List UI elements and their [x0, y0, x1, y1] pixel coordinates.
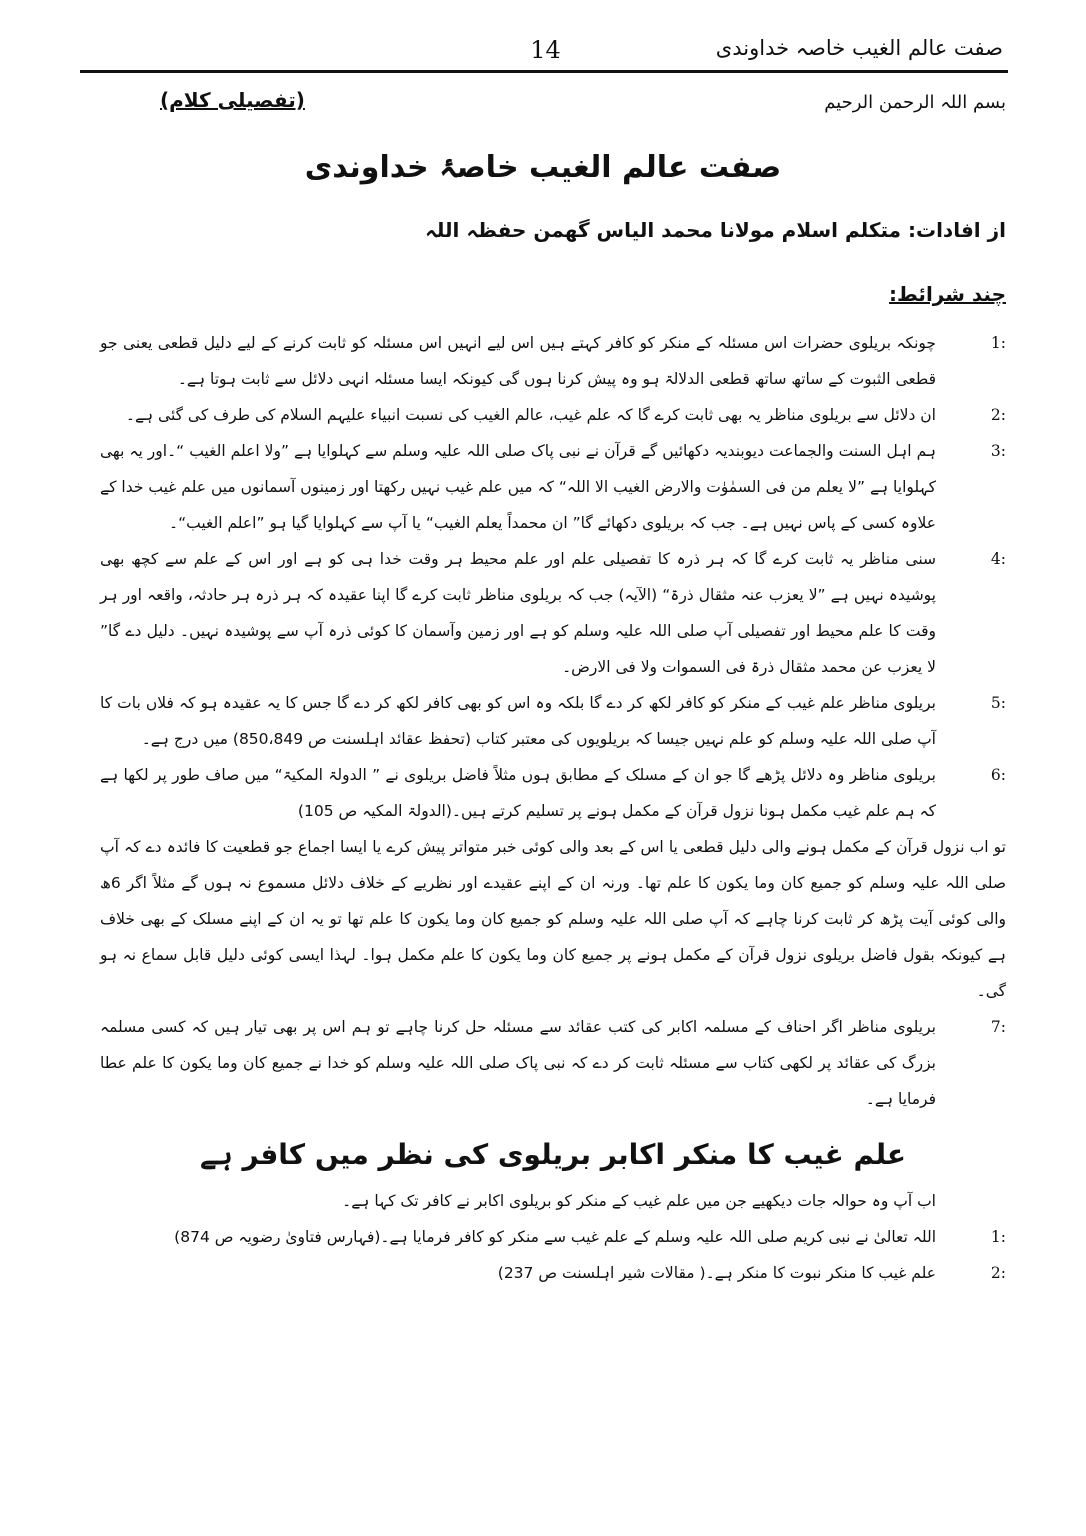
continuation-paragraph: تو اب نزول قرآن کے مکمل ہونے والی دلیل قطعی یا اس کے بعد والی کوئی خبر متواتر پیش کرے یا ایسا اجماع جو قطعیت کا فائدہ دے کہ آپ صلی اللہ علیہ وسلم کو جمیع کان وما یکون کا علم تھا۔ ورنہ ان کے اپنے عقیدے اور نظریے کے خلاف دلائل مسموع نہ ہوں گے مثلاً اگر 6ھ والی کوئی آیت پڑھ کر ثابت کرنا چاہے کہ آپ صلی اللہ علیہ وسلم کو جمیع کان وما یکون کا علم تھا تو یہ ان کے اپنے مسلک کے بھی خلاف ہے کیونکہ بقول فاضل بریلوی نزول قرآن کے مکمل ہونے پر جمیع کان وما یکون کا علم مکمل ہوا۔ لہذا ایسی کوئی دلیل قابل سماع نہ ہو گی۔ [100, 838, 1006, 1000]
condition-text: بریلوی مناظر اگر احناف کے مسلمہ اکابر کی کتب عقائد سے مسئلہ حل کرنا چاہے تو ہم اس پر بھی تیار ہیں کہ کسی مسلمہ بزرگ کی عقائد پر لکھی کتاب سے مسئلہ ثابت کر دے کہ نبی پاک صلی اللہ علیہ وسلم کو خدا نے جمیع کان وما یکون کا علم عطا فرمایا ہے۔ [100, 1018, 936, 1108]
page-number: 14 [530, 36, 561, 64]
condition-text: چونکہ بریلوی حضرات اس مسئلہ کے منکر کو کافر کہتے ہیں اس لیے انہیں اس مسئلہ کو ثابت کرنے کے لیے دلیل قطعی یعنی جو قطعی الثبوت کے ساتھ ساتھ قطعی الدلالۃ ہو وہ پیش کرنا ہوں گی کیونکہ ایسا مسئلہ انہی دلائل سے ثابت ہوتا ہے۔ [100, 334, 936, 388]
condition-6 [100, 757, 1006, 829]
condition-1 [100, 325, 1006, 397]
bismillah: بسم اللہ الرحمن الرحیم [824, 92, 1006, 113]
condition-text: سنی مناظر یہ ثابت کرے گا کہ ہر ذرہ کا تفصیلی علم اور علم محیط ہر وقت خدا ہی کو ہے اور اس کے علم سے کچھ بھی پوشیدہ نہیں ہے ”لا یعزب عنہ مثقال ذرۃ“ (الآیہ) جب کہ بریلوی مناظر ثابت کرے گا اپنا عقیدہ کہ ہر ذرہ ہر حادثہ، واقعہ اور ہر وقت کا علم محیط اور تفصیلی آپ صلی اللہ علیہ وسلم کو ہے اور زمین وآسمان کا کوئی ذرہ آپ سے پوشیدہ نہیں۔ دلیل دے گا” لا یعزب عن محمد مثقال ذرۃ فی السموات ولا فی الارض۔ [100, 550, 937, 676]
page-title: صفت عالم الغیب خاصۂ خداوندی [304, 150, 782, 185]
condition-number: :2 [990, 406, 1006, 424]
header-rule [80, 70, 1008, 73]
condition-5 [100, 685, 1006, 757]
condition-4 [100, 541, 1006, 685]
running-header [88, 30, 1003, 70]
condition-text: بریلوی مناظر وہ دلائل پڑھے گا جو ان کے مسلک کے مطابق ہوں مثلاً فاضل بریلوی نے ” الدولۃ المکیۃ“ میں صاف طور پر لکھا ہے کہ ہم علم غیب مکمل ہونا نزول قرآن کے مکمل ہونے پر تسلیم کرتے ہیں۔(الدولۃ المکیہ ص 105) [100, 766, 936, 820]
section-lead: اب آپ وہ حوالہ جات دیکھیے جن میں علم غیب کے منکر کو بریلوی اکابر نے کافر تک کہا ہے۔ [342, 1192, 936, 1210]
condition-number: :1 [990, 334, 1006, 352]
condition-number: :6 [990, 766, 1006, 784]
condition-number: :3 [990, 442, 1006, 460]
condition-text: ہم اہل السنت والجماعت دیوبندیہ دکھائیں گے قرآن نے نبی پاک صلی اللہ علیہ وسلم سے کہلوایا ہے ”ولا اعلم الغیب “۔اور یہ بھی کہلوایا ہے ”لا یعلم من فی السمٰوٰت والارض الغیب الا اللہ“ کہ میں علم غیب نہیں رکھتا اور زمینوں آسمانوں میں علم غیب خدا کے علاوہ کسی کے پاس نہیں ہے۔ جب کہ بریلوی دکھائے گا” ان محمداً یعلم الغیب“ یا آپ سے کہلوایا گیا ہو ”اعلم الغیب“۔ [100, 442, 936, 532]
condition-text: ان دلائل سے بریلوی مناظر یہ بھی ثابت کرے گا کہ علم غیب، عالم الغیب کی نسبت انبیاء علیہم السلام کی طرف کی گئی ہے۔ [125, 406, 936, 424]
condition-7 [100, 1009, 1006, 1117]
reference-text: اللہ تعالیٰ نے نبی کریم صلی اللہ علیہ وسلم کے علم غیب سے منکر کو کافر فرمایا ہے۔(فہارس فتاویٰ رضویہ ص 874) [174, 1228, 936, 1246]
conditions-heading: چند شرائط: [889, 282, 1006, 306]
detail-tag: (تفصیلی کلام) [160, 88, 305, 112]
reference-text: علم غیب کا منکر نبوت کا منکر ہے۔( مقالات شیر اہلسنت ص 237) [497, 1264, 936, 1282]
running-title: صفت عالم الغیب خاصہ خداوندی [715, 36, 1003, 60]
byline: از افادات: متکلم اسلام مولانا محمد الیاس گھمن حفظہ اللہ [425, 218, 1006, 242]
condition-3 [100, 433, 1006, 541]
body-text [100, 325, 1006, 1291]
reference-1 [100, 1219, 1006, 1255]
condition-number: :4 [990, 550, 1006, 568]
reference-number: :2 [990, 1264, 1006, 1282]
reference-number: :1 [990, 1228, 1006, 1246]
reference-2 [100, 1255, 1006, 1291]
condition-number: :7 [990, 1018, 1006, 1036]
condition-number: :5 [990, 694, 1006, 712]
condition-2 [100, 397, 1006, 433]
condition-text: بریلوی مناظر علم غیب کے منکر کو کافر لکھ کر دے گا بلکہ وہ اس کو بھی کافر لکھ کر دے گا جس کا یہ عقیدہ ہو کہ فلاں بات کا آپ صلی اللہ علیہ وسلم کو علم نہیں جیسا کہ بریلویوں کی معتبر کتاب (تحفظ عقائد اہلسنت ص 850،849) میں درج ہے۔ [100, 694, 936, 748]
section-title: علم غیب کا منکر اکابر بریلوی کی نظر میں کافر ہے [199, 1138, 906, 1171]
